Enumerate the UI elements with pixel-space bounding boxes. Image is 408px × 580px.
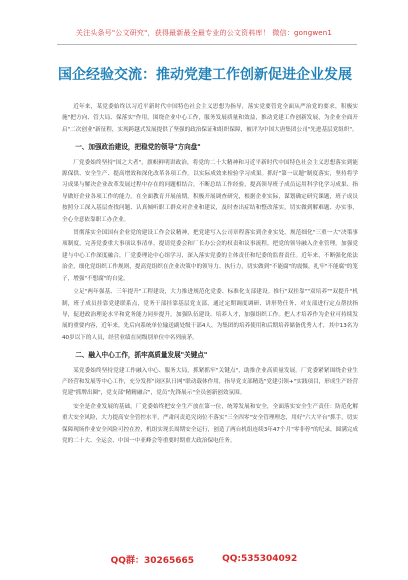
body-paragraph: 厂党委始终坚持"国之大者"，旗帜鲜明讲政治，将党的二十大精神和习近平新时代中国特色社会主义思想落实到能源保供、安全生产、提高增效和深化改革各项工作。以实际成效来检验学习成果。抓好"第一议题"制度落实，坚持将学习成果与解决企业改革发展过程中存在的问题相结合，不断总结工作经验，提高领导班子成员运用科学化学习成果、指导做好企业各项工作的能力。在全面教育开展前期，积极开展调查研究，根据企业实际，谋划确定研究课题，班子成员按照分工深入基层查找问题、认真倾听职工群众对企业和建议，及时查出症结和整改落实，切实做到解难题、办实事，全心全意依靠职工办企业。 <box>62 159 358 223</box>
body-paragraph: 立足"两年强基、三年提升"工程建设，大力推进规范化党委、标准化支部建设。推行"双挂靠""双培养""双提升"机制，班子成员挂靠党建联系点，党务干部挂靠基层党支部，通过定期调度调研、讲形势任务、对支部进行定点帮扶指导，促进政治理论水平和党务能力同步提升。加强队伍建设、培养人才，加强组织工作。把人才培养作为企业可持续发展的重要内容，近年来，先后向系统单位输送副处级干部4人，为集团的培养使用和后期培养储备优秀人才，其中13名为40岁以下的人员，经营业绩在同级别单位中名列前茅。 <box>62 289 358 341</box>
page-title: 国企经验交流：推动党建工作创新促进企业发展 <box>58 67 352 83</box>
banner-divider <box>57 44 357 45</box>
section-heading-1: 一、加强政治建设，把稳党的领导"方向盘" <box>75 143 201 152</box>
footer-qq-group: QQ群：30265665 <box>110 555 195 566</box>
top-banner <box>0 0 408 44</box>
intro-paragraph: 近年来，某党委始终以习近平新时代中国特色社会主义思想为指导，落实党要管党全面从严治党的要求，积极实施"把方向、管大局、保落实"作用。围绕企业中心工作，服务发展质量和效益，推动党建工作创新发展，为企业全面开启"二次创业"新征程，实现跨越式发展提供了坚强的政治保证和组织保障，被评为中国大唐集团公司"先进基层党组织"。 <box>62 104 358 133</box>
footer <box>0 548 408 570</box>
article-body <box>62 102 358 449</box>
body-paragraph: 安全是企业发展的基础，厂党委始终把安全生产放在第一位，统筹发展和安全，全面落实安全生产责任：防范化解重大安全风险，大力提高安全管控水平，严肃问责追究岗位不落实"三全四零"安全管理理念，用好"六大平台"抓手，切实保障现场作业安全风险可控在控，机组实现长周期安全运行，创造了两台机组连续3年47个月"零非停"的纪录，圆满完成党的二十大、全运会、中国一中亚峰会等重要时期重大政治保电任务。 <box>62 403 358 444</box>
footer-qq: QQ:535304092 <box>222 554 298 564</box>
banner-text: 关注头条号"公文研究"，获得最新最全最专业的公文资料库！ 微信：gongwen1 <box>75 29 333 37</box>
body-paragraph: 贯彻落实全国国有企业党的建设工作会议精神，把党建写入公司章程落实到企业实处。规范细化"三重一大"决策事项制度，完善党委重大事项议事清单，提请党委会和厂长办公会的权责和议事流程，把党的领导融入企业管理。加强党建与中心工作深度融合，厂党委理论中心组学习，深入落实党委的主体责任和纪委的监督责任。近年来，不断强化依法治企，细化党组织工作规则，提高党组织在企业决策中的领导力、执行力，切实做到"不能腐"的震慑，扎牢"不能腐"的笼子，增强"不想腐"的自觉。 <box>62 230 358 282</box>
body-paragraph: 某党委始终坚持党建工作融入中心、服务大局，抓紧抓牢"关键点"，助推企业高质量发展。厂党委紧紧围绕企业生产经营和发展等中心工作，充分发挥"岗区队日网"联动载体作用，指导党支部精选"党建引领+"实践项目，形成生产经营党建"抓牌出圈"，党支部"精精融合"，党员"先锋展示"全员创新创效氛围。 <box>62 367 358 397</box>
section-heading-2: 二、融入中心工作，抓牢高质量发展"关键点" <box>75 351 208 360</box>
